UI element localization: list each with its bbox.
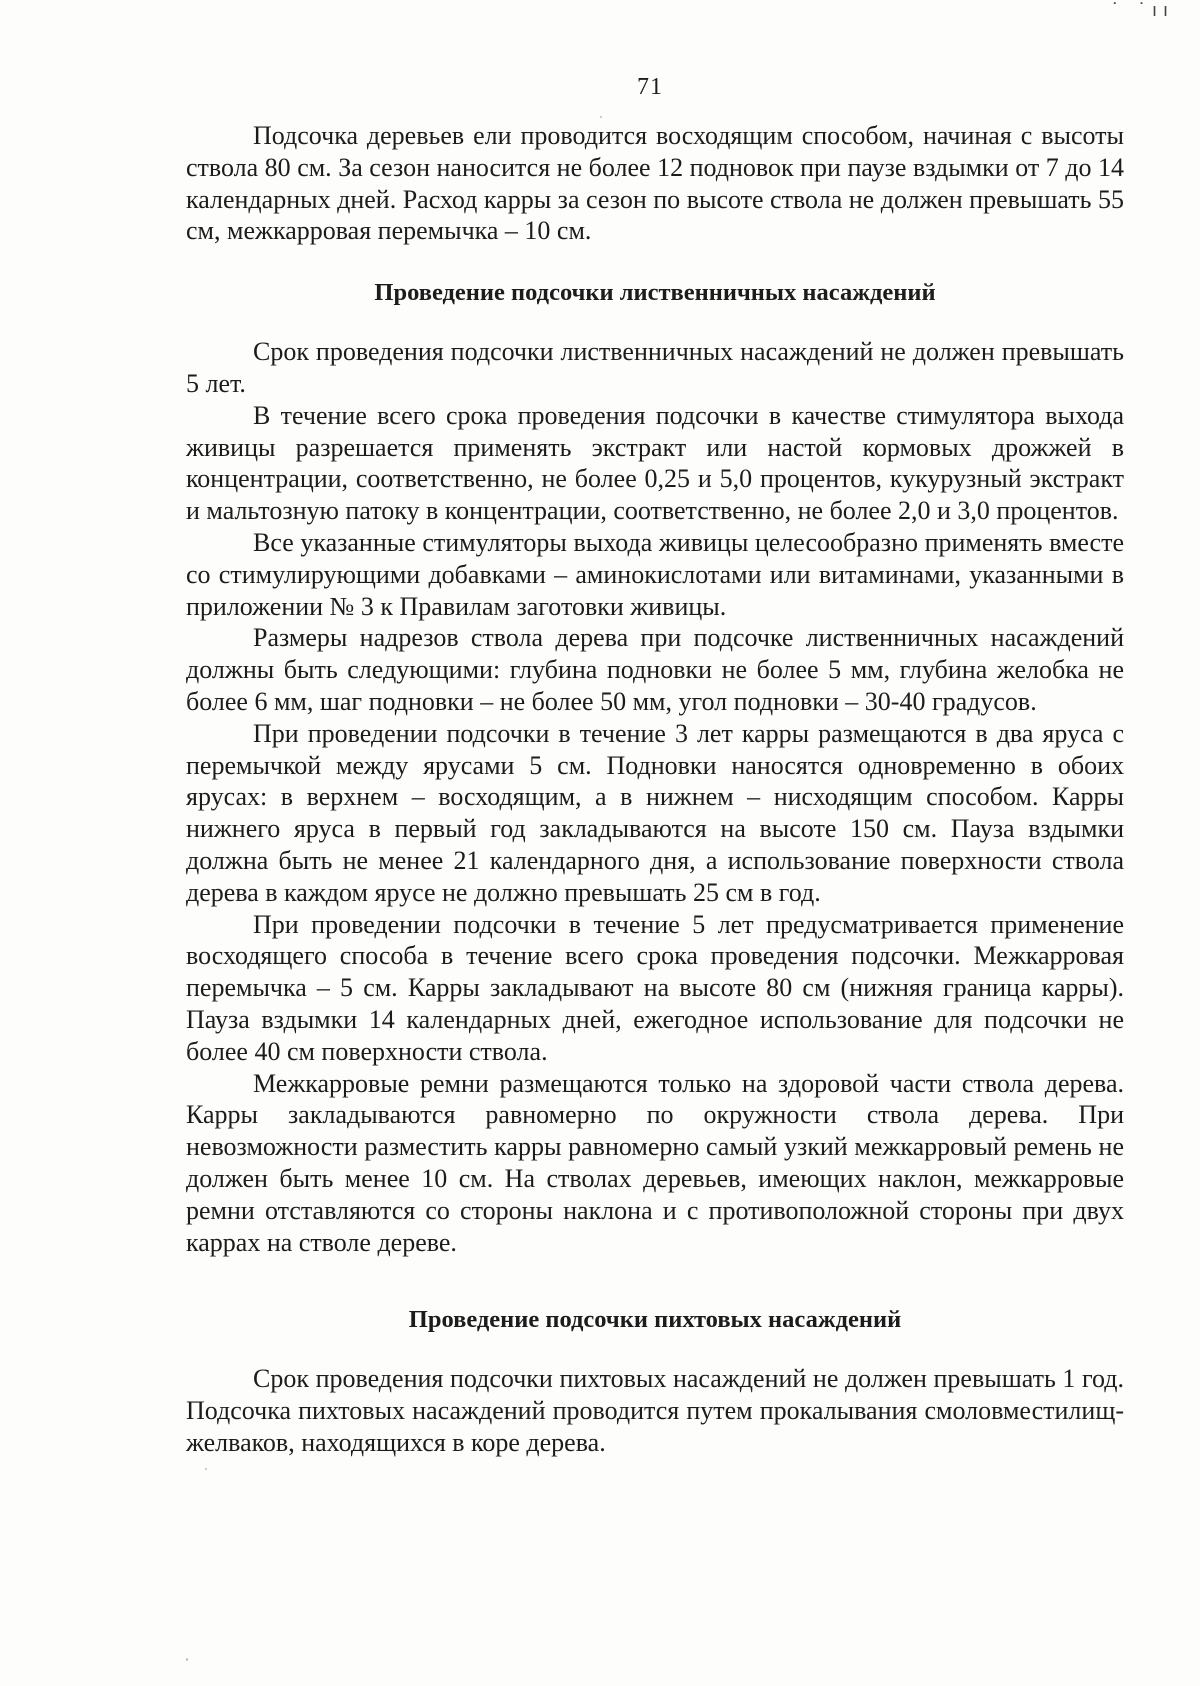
document-body <box>186 120 1124 1459</box>
paragraph: Межкарровые ремни размещаются только на здоровой части ствола дерева. Карры закладываются равномерно по окружности ствола дерева. При невозможности разместить карры равномерно самый узкий межкарровый ремень не должен быть менее 10 см. На стволах деревьев, имеющих наклон, межкарровые ремни отставляются со стороны наклона и с противоположной стороны при двух каррах на стволе дереве. <box>186 1068 1124 1257</box>
paragraph: Срок проведения подсочки лиственничных насаждений не должен превышать 5 лет. <box>186 337 1124 398</box>
paragraph: В течение всего срока проведения подсочки в качестве стимулятора выхода живицы разрешается применять экстракт или настой кормовых дрожжей в концентрации, соответственно, не более 0,25 и 5,0 процентов, кукурузный экстракт и мальтозную патоку в концентрации, соответственно, не более 2,0 и 3,0 процентов. <box>186 400 1124 526</box>
paragraph: При проведении подсочки в течение 3 лет карры размещаются в два яруса с перемычкой между ярусами 5 см. Подновки наносятся одновременно в обоих ярусах: в верхнем – восходящим, а в нижнем – нисходящим способом. Карры нижнего яруса в первый год закладываются на высоте 150 см. Пауза вздымки должна быть не менее 21 календарного дня, а использование поверхности ствола дерева в каждом ярусе не должно превышать 25 см в год. <box>186 718 1124 907</box>
page-number: 71 <box>637 74 663 100</box>
paragraph: Подсочка деревьев ели проводится восходящим способом, начиная с высоты ствола 80 см. За сезон наносится не более 12 подновок при паузе вздымки от 7 до 14 календарных дней. Расход карры за сезон по высоте ствола не должен превышать 55 см, межкарровая перемычка – 10 см. <box>186 121 1124 246</box>
paragraph: Все указанные стимуляторы выхода живицы целесообразно применять вместе со стимулирующими добавками – аминокислотами или витаминами, указанными в приложении № 3 к Правилам заготовки живицы. <box>186 527 1124 621</box>
section-heading-larch: Проведение подсочки лиственничных насаждений <box>374 279 936 307</box>
scan-corner-marks: ˙ ˙ıı <box>1110 0 1174 21</box>
scan-speck <box>186 1658 188 1661</box>
section-heading-fir: Проведение подсочки пихтовых насаждений <box>408 1306 902 1334</box>
scan-speck <box>600 116 602 118</box>
paragraph: Срок проведения подсочки пихтовых насаждений не должен превышать 1 год. Подсочка пихтовых насаждений проводится путем прокалывания смоловместилищ-желваков, находящихся в коре дерева. <box>186 1364 1124 1457</box>
paragraph: Размеры надрезов ствола дерева при подсочке лиственничных насаждений должны быть следующими: глубина подновки не более 5 мм, глубина желобка не более 6 мм, шаг подновки – не более 50 мм, угол подновки – 30-40 градусов. <box>186 623 1124 716</box>
paragraph: При проведении подсочки в течение 5 лет предусматривается применение восходящего способа в течение всего срока проведения подсочки. Межкарровая перемычка – 5 см. Карры закладывают на высоте 80 см (нижняя граница карры). Пауза вздымки 14 календарных дней, ежегодное использование для подсочки не более 40 см поверхности ствола. <box>186 909 1124 1066</box>
scan-speck <box>205 1468 207 1470</box>
